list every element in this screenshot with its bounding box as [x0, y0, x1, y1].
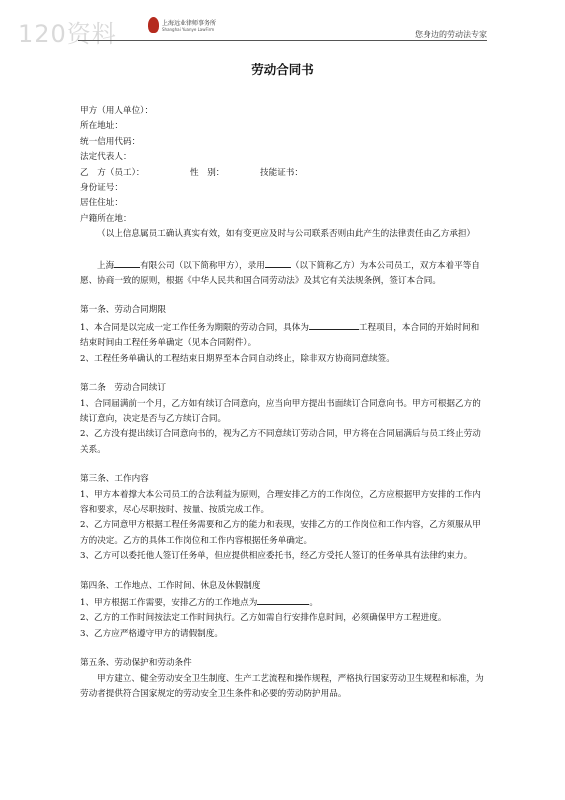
party-b-id-number: 身份证号： [80, 183, 123, 194]
s3-item-3: 3、乙方可以委托他人签订任务单，但应提供相应委托书，经乙方受托人签订的任务单具有法律约束力。 [80, 551, 473, 562]
s2-item-2: 2、乙方没有提出续订合同意向书的，视为乙方不同意续订劳动合同，甲方将在合同届满后与员工终止劳动关系。 [80, 429, 481, 455]
party-a-address: 所在地址： [80, 121, 123, 132]
s1-item-1-text-b: 工程项目，本合同的开始时间和结束时间由工程任务单确定（见本合同附件）。 [80, 322, 480, 349]
party-b-row [80, 166, 485, 181]
s3-item-1: 1、甲方本着撑大本公司员工的合法利益为原则，合理安排乙方的工作岗位，乙方应根据甲方安排的工作内容和要求，尽心尽职按时、按量、按质完成工作。 [80, 489, 481, 515]
s2-item-1: 1、合同届满前一个月，乙方如有续订合同意向，应当向甲方提出书面续订合同意向书。甲方可根据乙方的续订意向，决定是否与乙方续订合同。 [80, 398, 481, 424]
party-a-legal-rep: 法定代表人： [80, 152, 132, 163]
project-blank [309, 319, 359, 330]
logo-icon [148, 17, 159, 33]
party-b-hukou: 户籍所在地： [80, 213, 132, 224]
party-b-residence: 居住住址： [80, 198, 123, 209]
s4-item-1-text-a: 1、甲方根据工作需要，安排乙方的工作地点为 [80, 597, 258, 608]
header-tagline: 您身边的劳动法专家 [415, 30, 487, 39]
s3-item-2: 2、乙方同意甲方根据工程任务需要和乙方的能力和表现，安排乙方的工作岗位和工作内容，乙方须服从甲方的决定。乙方的具体工作岗位和工作内容根据任务单确定。 [80, 520, 481, 546]
logo-name-cn: 上海远业律师事务所 [162, 20, 217, 27]
party-a-label: 甲方（用人单位）： [80, 106, 154, 116]
s5-heading: 第五条、劳动保护和劳动条件 [80, 658, 192, 669]
party-b-label: 乙 方（员工）： [80, 167, 145, 178]
s4-item-1-text-b: 。 [309, 597, 318, 608]
party-a-credit-code: 统一信用代码： [80, 136, 141, 147]
s1-item-1-text-a: 1、本合同是以完成一定工作任务为期限的劳动合同，具体为 [80, 322, 309, 333]
info-notice: （以上信息属员工确认真实有效，如有变更应及时与公司联系否则由此产生的法律责任由乙方承担） [97, 229, 476, 240]
page-header [78, 14, 487, 41]
company-name-blank [114, 257, 140, 268]
s1-heading: 第一条、劳动合同期限 [80, 305, 166, 316]
s4-item-2: 2、乙方的工作时间按法定工作时间执行。乙方如需自行安排作息时间，必须确保甲方工程进度。 [80, 613, 447, 624]
s1-item-1 [80, 319, 485, 352]
party-b-gender: 性 别： [190, 167, 225, 178]
s4-item-3: 3、乙方应严格遵守甲方的请假制度。 [80, 628, 223, 639]
logo-name-en: Shanghai Yuanye LawFirm [162, 27, 215, 32]
work-location-blank [257, 594, 309, 605]
s3-heading: 第三条、工作内容 [80, 474, 149, 485]
contract-body [80, 104, 485, 702]
s4-heading: 第四条、工作地点、工作时间、休息及休假制度 [80, 580, 261, 591]
s2-heading: 第二条 劳动合同续订 [80, 383, 166, 394]
intro-text-2: 有限公司（以下简称甲方），录用 [140, 260, 265, 271]
intro-paragraph [80, 257, 485, 290]
s5-paragraph: 甲方建立、健全劳动安全卫生制度、生产工艺流程和操作规程，严格执行国家劳动卫生规程和标准，为劳动者提供符合国家规定的劳动安全卫生条件和必要的劳动防护用品。 [80, 673, 484, 699]
document-title: 劳动合同书 [251, 62, 314, 77]
intro-text-1: 上海 [97, 260, 115, 271]
employee-name-blank [265, 257, 291, 268]
party-b-skill-cert: 技能证书： [260, 167, 303, 178]
watermark: 120资料 [18, 20, 117, 48]
intro-text-3: （以下简称乙方）为本公司员工，双方本着平等自愿、协商一致的原则，根据《中华人民共和国合同劳动法》及其它有关法规条例，签订本合同。 [80, 260, 480, 287]
s4-item-1 [80, 594, 485, 611]
s1-item-2: 2、工程任务单确认的工程结束日期界至本合同自动终止，除非双方协商同意续签。 [80, 353, 395, 364]
